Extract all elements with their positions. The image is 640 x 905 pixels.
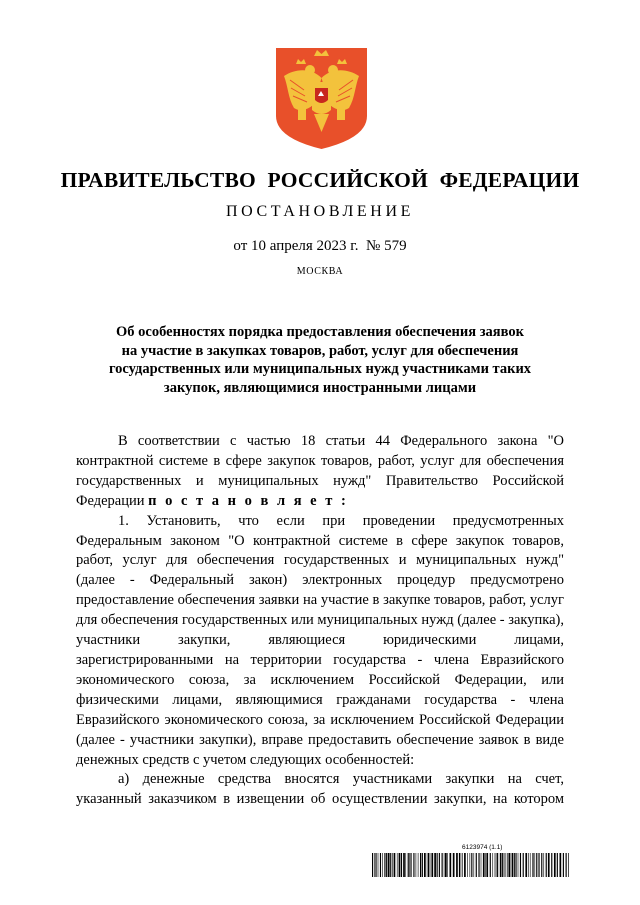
organization-title: ПРАВИТЕЛЬСТВО РОССИЙСКОЙ ФЕДЕРАЦИИ	[60, 168, 580, 192]
document-city: МОСКВА	[296, 266, 344, 277]
title-line: на участие в закупках товаров, работ, услуг для обеспечения	[121, 342, 519, 359]
barcode-label: 6123974 (1.1)	[462, 844, 503, 851]
document-date: от 10 апреля 2023 г.	[233, 238, 359, 254]
document-type: ПОСТАНОВЛЕНИЕ	[226, 203, 414, 220]
russian-coat-of-arms-icon	[274, 46, 369, 151]
preamble-paragraph	[76, 432, 564, 512]
barcode-icon	[372, 853, 569, 877]
item-1a-paragraph: а) денежные средства вносятся участниками закупки на счет, указанный заказчиком в извещении об осуществлении закупки, на котором	[76, 771, 564, 808]
document-date-line	[0, 238, 640, 255]
preamble-text: В соответствии с частью 18 статьи 44 Федерального закона "О контрактной системе в сфере закупок товаров, работ, услуг для обеспечения государственных и муниципальных нужд" Правительство Российской Федерации	[76, 433, 564, 509]
document-body	[76, 432, 564, 810]
title-line: Об особенностях порядка предоставления обеспечения заявок	[116, 324, 524, 340]
number-sign: №	[366, 238, 381, 254]
document-number: 579	[384, 238, 407, 254]
title-line: закупок, являющимися иностранными лицами	[163, 379, 477, 396]
title-line: государственных или муниципальных нужд участниками таких	[108, 361, 532, 377]
item-1-paragraph: 1. Установить, что если при проведении предусмотренных Федеральным законом "О контрактной системе в сфере закупок товаров, работ, услуг для обеспечения государственных и муниципальных нужд" (далее - Федеральный закон) электронных процедур предусмотрено предоставление обеспечения заявки на участие в закупке товаров, работ, услуг для обеспечения государственных или муниципальных нужд (далее - закупка), участники закупки, являющиеся юридическими лицами, зарегистрированными на территории государства - члена Евразийского экономического союза, за исключением Российской Федерации, или физическими лицами, являющимися гражданами государства - члена Евразийского экономического союза, за исключением Российской Федерации (далее - участники закупки), вправе предоставить обеспечение заявок в виде денежных средств с учетом следующих особенностей:	[76, 512, 564, 768]
document-title	[90, 323, 550, 397]
decrees-word: п о с т а н о в л я е т :	[148, 492, 349, 509]
